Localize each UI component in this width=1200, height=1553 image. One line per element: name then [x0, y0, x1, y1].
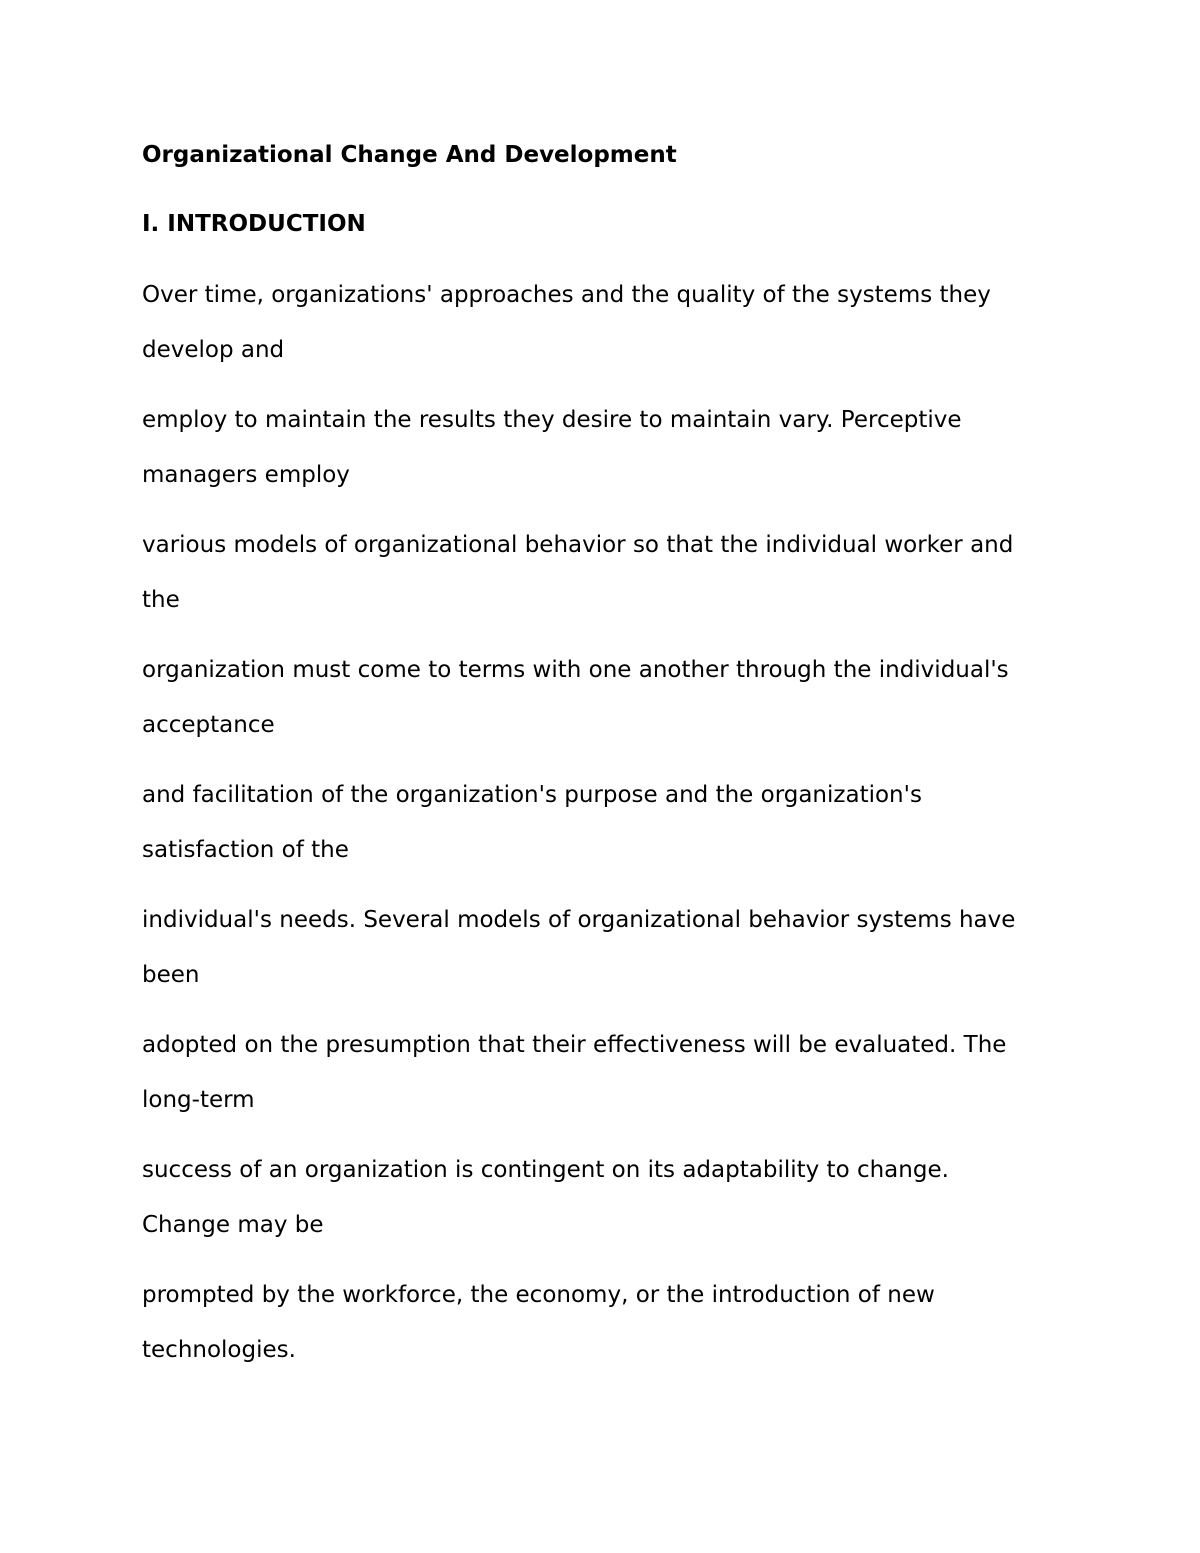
- paragraph-line: adopted on the presumption that their effectiveness will be evaluated. The: [142, 1032, 1007, 1058]
- paragraph: [142, 768, 1102, 878]
- paragraph-line: satisfaction of the: [142, 837, 349, 863]
- paragraph-line: Over time, organizations' approaches and the quality of the systems they: [142, 282, 991, 308]
- paragraph-line: success of an organization is contingent on its adaptability to change.: [142, 1157, 949, 1183]
- section-heading: I. INTRODUCTION: [142, 211, 366, 237]
- paragraph: [142, 518, 1102, 628]
- paragraph: [142, 1268, 1102, 1378]
- paragraph-line: long-term: [142, 1087, 255, 1113]
- paragraph-line: various models of organizational behavior so that the individual worker and: [142, 532, 1014, 558]
- paragraph-line: develop and: [142, 337, 285, 363]
- paragraph: [142, 268, 1102, 378]
- document-title: Organizational Change And Development: [142, 142, 677, 168]
- paragraph-line: technologies.: [142, 1337, 296, 1363]
- paragraph: [142, 893, 1102, 1003]
- paragraph-line: the: [142, 587, 180, 613]
- paragraph-line: individual's needs. Several models of organizational behavior systems have: [142, 907, 1016, 933]
- paragraph-line: been: [142, 962, 200, 988]
- paragraph: [142, 643, 1102, 753]
- paragraph-line: managers employ: [142, 462, 350, 488]
- paragraph-line: and facilitation of the organization's purpose and the organization's: [142, 782, 922, 808]
- paragraph-line: acceptance: [142, 712, 275, 738]
- paragraph-line: Change may be: [142, 1212, 324, 1238]
- paragraph: [142, 1143, 1102, 1253]
- paragraph-line: organization must come to terms with one another through the individual's: [142, 657, 1009, 683]
- paragraph-line: prompted by the workforce, the economy, or the introduction of new: [142, 1282, 935, 1308]
- paragraph-line: employ to maintain the results they desire to maintain vary. Perceptive: [142, 407, 962, 433]
- paragraph: [142, 1018, 1102, 1128]
- paragraph: [142, 393, 1102, 503]
